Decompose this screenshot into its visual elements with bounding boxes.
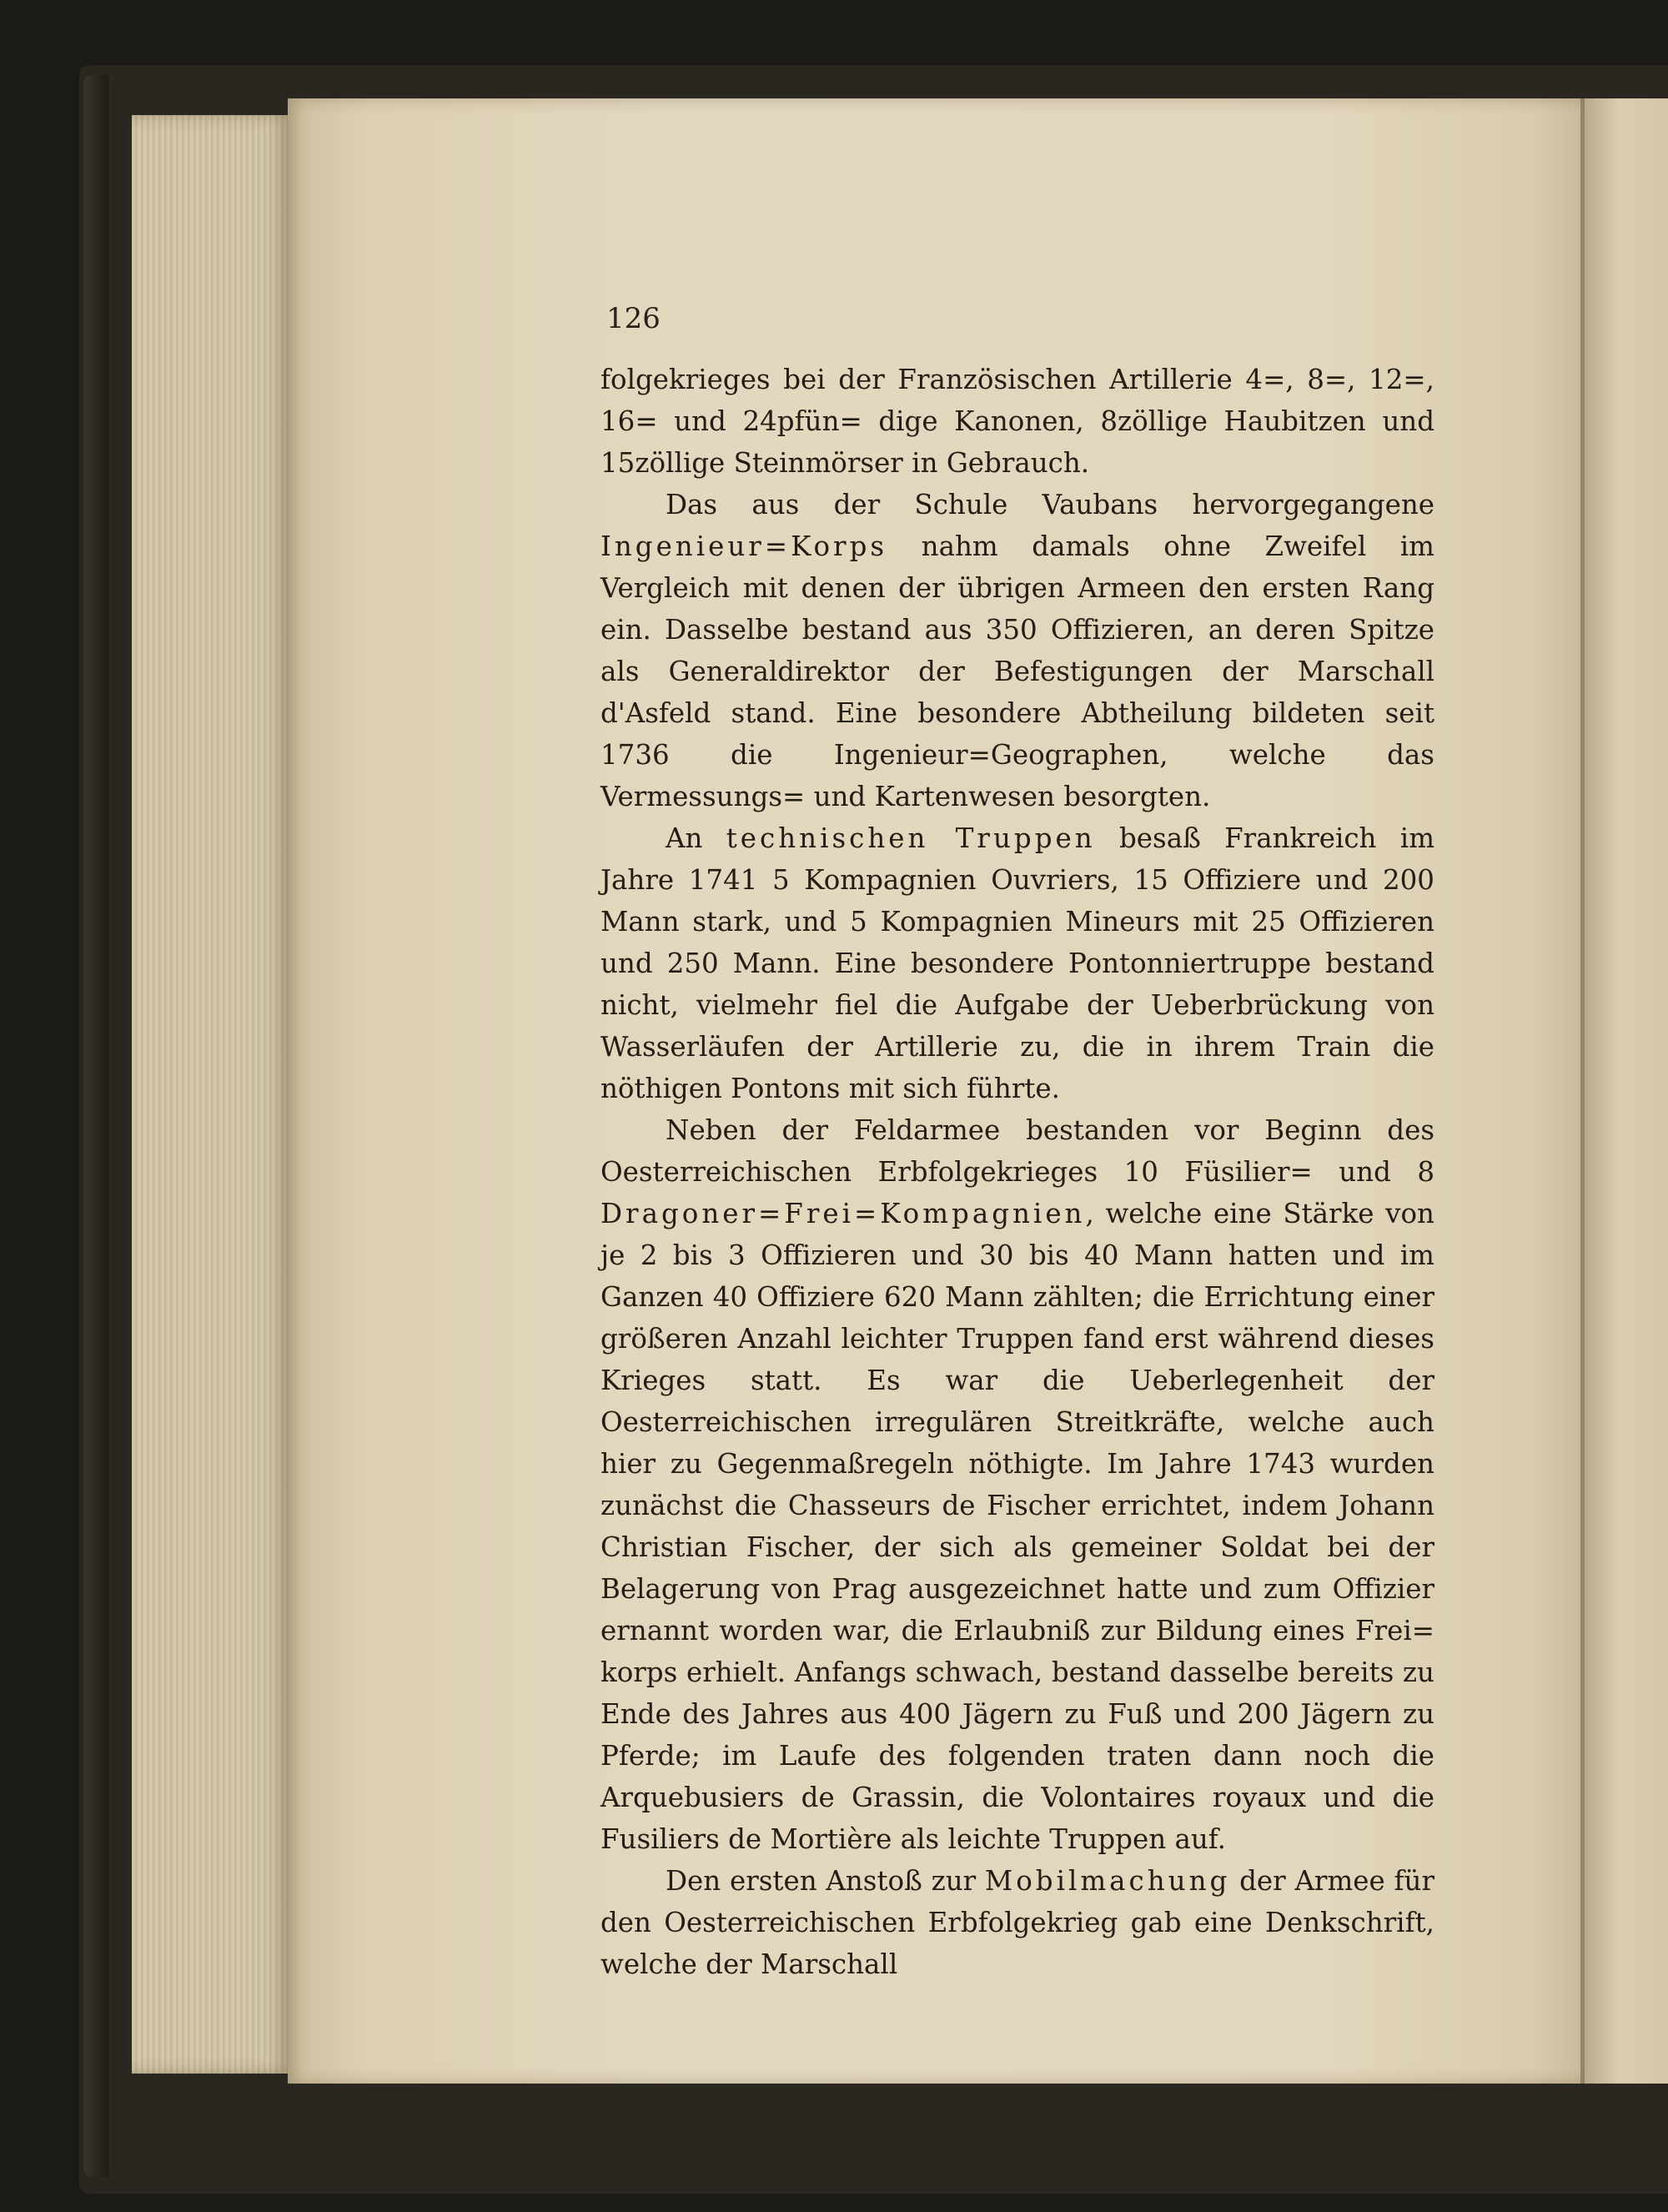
paragraph (600, 1860, 1434, 1985)
paragraph-text: Das aus der Schule Vaubans hervorgegangene (666, 489, 1434, 520)
spaced-emphasis-text: Mobilmachung (984, 1865, 1231, 1897)
paragraph-text: der Armee für den Oesterreichischen Erbfolgekrieg gab eine Denkschrift, welche der Marschall (600, 1865, 1434, 1980)
cover-edge (83, 75, 108, 2177)
body-text (600, 359, 1434, 1985)
page-number: 126 (606, 302, 661, 335)
paragraph-text: , welche eine Stärke von je 2 bis 3 Offizieren und 30 bis 40 Mann hatten und im Ganzen 40 Offiziere 620 Mann zählten; die Errichtung einer größeren Anzahl leichter Truppen fand erst während dieses Krieges statt. Es war die Ueberlegenheit der Oesterreichischen irregulären Streitkräfte, welche auch hier zu Gegenmaßregeln nöthigte. Im Jahre 1743 wurden zunächst die Chasseurs de Fischer errichtet, indem Johann Christian Fischer, der sich als gemeiner Soldat bei der Belagerung von Prag ausgezeichnet hatte und zum Offizier ernannt worden war, die Erlaubniß zur Bildung eines Frei= korps erhielt. Anfangs schwach, bestand dasselbe bereits zu Ende des Jahres aus 400 Jägern zu Fuß und 200 Jägern zu Pferde; im Laufe des folgenden traten dann noch die Arquebusiers de Grassin, die Volontaires royaux und die Fusiliers de Mortière als leichte Truppen auf. (600, 1198, 1434, 1855)
paragraph-text: Neben der Feldarmee bestanden vor Beginn des Oesterreichischen Erbfolgekrieges 10 Füsilier= und 8 (600, 1114, 1434, 1188)
page-edges-stack (132, 115, 290, 2074)
paragraph-text: folgekrieges bei der Französischen Artillerie 4=, 8=, 12=, 16= und 24pfün= dige Kanonen, 8zöllige Haubitzen und 15zöllige Steinmörser in Gebrauch. (600, 364, 1434, 479)
paragraph-text: nahm damals ohne Zweifel im Vergleich mit denen der übrigen Armeen den ersten Rang ein. Dasselbe bestand aus 350 Offizieren, an deren Spitze als Generaldirektor der Befestigungen der Marschall d'Asfeld stand. Eine besondere Abtheilung bildeten seit 1736 die Ingenieur=Geographen, welche das Vermessungs= und Kartenwesen besorgten. (600, 530, 1434, 812)
paragraph (600, 817, 1434, 1109)
gutter-line (1580, 98, 1585, 2084)
spaced-emphasis-text: technischen Truppen (726, 822, 1096, 854)
paragraph (600, 1109, 1434, 1860)
paragraph (600, 359, 1434, 484)
facing-page-edge (1585, 98, 1668, 2084)
paragraph (600, 484, 1434, 817)
spaced-emphasis-text: Dragoner=Frei=Kompagnien (600, 1198, 1086, 1229)
paragraph-text: Den ersten Anstoß zur (666, 1865, 985, 1897)
paragraph-text: An (666, 822, 726, 854)
paragraph-text: besaß Frankreich im Jahre 1741 5 Kompagnien Ouvriers, 15 Offiziere und 200 Mann stark, und 5 Kompagnien Mineurs mit 25 Offizieren und 250 Mann. Eine besondere Pontonniertruppe bestand nicht, vielmehr fiel die Aufgabe der Ueberbrückung von Wasserläufen der Artillerie zu, die in ihrem Train die nöthigen Pontons mit sich führte. (600, 822, 1435, 1104)
spaced-emphasis-text: Ingenieur=Korps (600, 530, 888, 562)
